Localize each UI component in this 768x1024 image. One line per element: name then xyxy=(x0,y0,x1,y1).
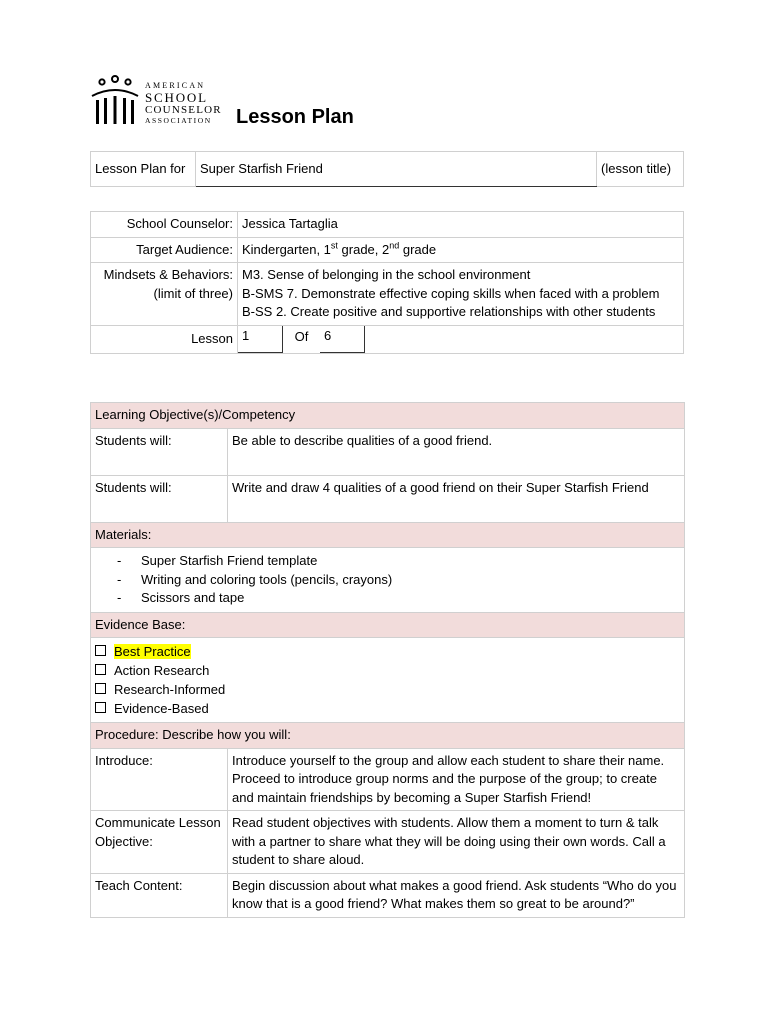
lesson-label: Lesson xyxy=(91,325,238,353)
evidence-label: Best Practice xyxy=(114,644,191,659)
mindsets-field[interactable] xyxy=(238,263,684,326)
procedure-text[interactable]: Introduce yourself to the group and allow each student to share their name. Proceed to introduce group norms and the purpose of the group; to create and maintain friendships by becoming a Super Starfish Friend! xyxy=(228,748,685,811)
org-line2: SCHOOL xyxy=(145,90,208,105)
evidence-option[interactable] xyxy=(95,642,680,661)
audience-text-c: grade xyxy=(399,241,437,257)
lesson-number-field[interactable]: 1 xyxy=(238,326,283,353)
procedure-header: Procedure: Describe how you will: xyxy=(91,723,685,749)
material-item: - Writing and coloring tools (pencils, crayons) xyxy=(117,571,680,590)
mindsets-label-line2: (limit of three) xyxy=(153,285,233,301)
asca-logo-text xyxy=(145,82,222,125)
material-item: - Scissors and tape xyxy=(117,589,680,608)
materials-list-cell xyxy=(91,548,685,613)
counselor-label: School Counselor: xyxy=(91,212,238,238)
evidence-option[interactable] xyxy=(95,680,680,699)
evidence-option[interactable] xyxy=(95,699,680,718)
page-title: Lesson Plan xyxy=(236,106,354,128)
org-line3: COUNSELOR xyxy=(145,104,222,116)
objective-text[interactable]: Write and draw 4 qualities of a good friend on their Super Starfish Friend xyxy=(228,475,685,522)
audience-label: Target Audience: xyxy=(91,237,238,263)
mindsets-label-line1: Mindsets & Behaviors: xyxy=(103,267,233,282)
objective-label: Students will: xyxy=(91,428,228,475)
objective-text[interactable]: Be able to describe qualities of a good friend. xyxy=(228,428,685,475)
evidence-header: Evidence Base: xyxy=(91,612,685,638)
audience-field[interactable] xyxy=(238,237,684,263)
evidence-label: Action Research xyxy=(114,663,210,678)
materials-list xyxy=(95,552,680,608)
mindset-item: M3. Sense of belonging in the school environment xyxy=(242,267,531,282)
lesson-total-field[interactable]: 6 xyxy=(320,326,365,353)
evidence-label: Evidence-Based xyxy=(114,701,209,716)
lesson-details-table xyxy=(90,402,685,918)
lesson-count-cell xyxy=(238,325,684,353)
procedure-label: Teach Content: xyxy=(91,873,228,917)
of-label: Of xyxy=(294,328,309,344)
mindset-item: B-SS 2. Create positive and supportive relationships with other students xyxy=(242,304,656,319)
mindsets-label xyxy=(91,263,238,326)
checkbox-icon[interactable] xyxy=(95,683,106,694)
lesson-title-suffix: (lesson title) xyxy=(597,152,684,187)
procedure-text[interactable]: Begin discussion about what makes a good friend. Ask students “Who do you know that is a good friend? What makes them so great to be around?” xyxy=(228,873,685,917)
materials-header: Materials: xyxy=(91,522,685,548)
material-item: - Super Starfish Friend template xyxy=(117,552,680,571)
evidence-checklist xyxy=(91,638,685,723)
procedure-label: Communicate Lesson Objective: xyxy=(91,811,228,874)
org-line4: ASSOCIATION xyxy=(145,116,212,125)
audience-text-b: grade, 2 xyxy=(337,241,390,257)
objective-label: Students will: xyxy=(91,475,228,522)
checkbox-icon[interactable] xyxy=(95,664,106,675)
org-line1: AMERICAN xyxy=(145,81,206,90)
lesson-plan-for-label: Lesson Plan for xyxy=(91,152,196,187)
objectives-header: Learning Objective(s)/Competency xyxy=(91,403,685,429)
checkbox-icon[interactable] xyxy=(95,702,106,713)
evidence-option[interactable] xyxy=(95,661,680,680)
audience-text-a: Kindergarten, 1 xyxy=(242,241,331,257)
procedure-text[interactable]: Read student objectives with students. Allow them a moment to turn & talk with a partner to share what they will be doing using their own words. Call a student to share aloud. xyxy=(228,811,685,874)
counselor-field[interactable]: Jessica Tartaglia xyxy=(238,212,684,238)
lesson-title-field[interactable]: Super Starfish Friend xyxy=(196,152,597,187)
procedure-label: Introduce: xyxy=(91,748,228,811)
evidence-label: Research-Informed xyxy=(114,682,226,697)
mindset-item: B-SMS 7. Demonstrate effective coping skills when faced with a problem xyxy=(242,285,660,301)
checkbox-icon[interactable] xyxy=(95,645,106,656)
audience-sup2: nd xyxy=(389,240,400,251)
audience-sup1: st xyxy=(330,240,338,251)
lesson-title-table xyxy=(90,151,684,187)
counselor-info-table xyxy=(90,211,684,354)
